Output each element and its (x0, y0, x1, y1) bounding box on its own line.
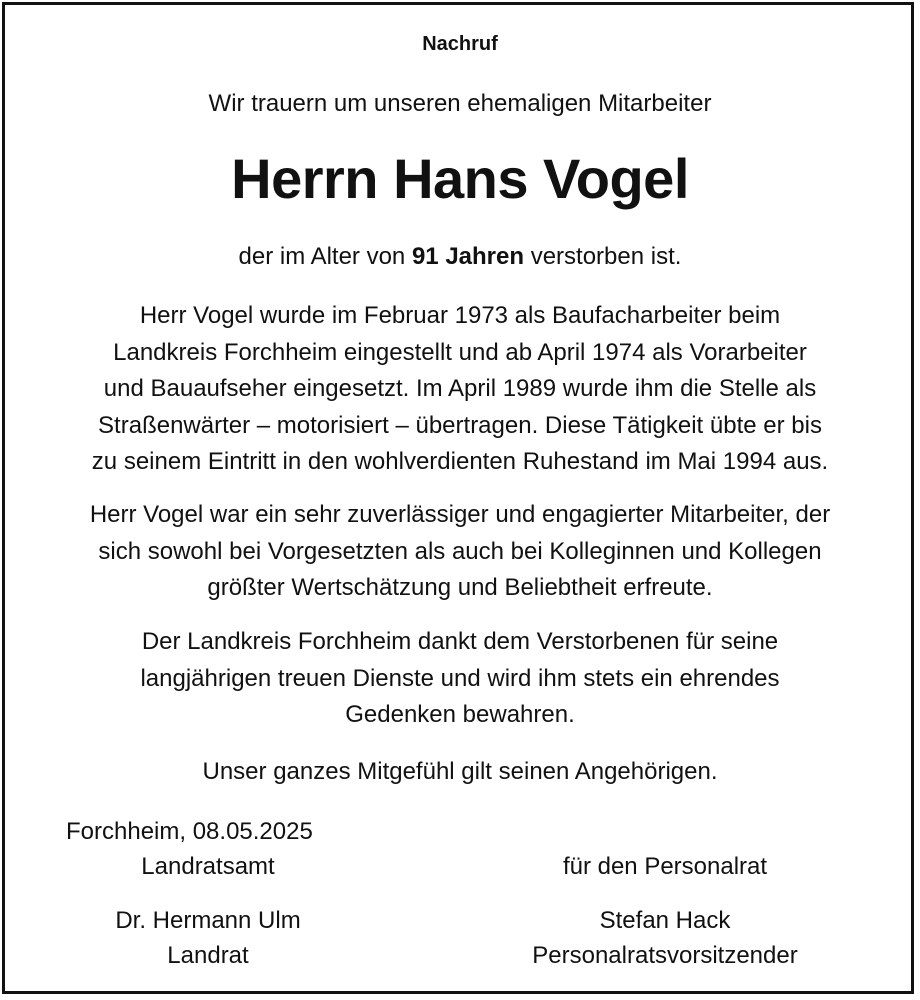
character-paragraph (0, 497, 920, 607)
place-date: Forchheim, 08.05.2025 (66, 818, 313, 845)
paragraph-line: Landkreis Forchheim eingestellt und ab April 1974 als Vorarbeiter (113, 338, 807, 366)
left-organization: Landratsamt (141, 853, 275, 880)
career-paragraph (0, 298, 920, 481)
right-signer-name: Stefan Hack (599, 907, 731, 934)
age-value: 91 Jahren (411, 243, 525, 270)
paragraph-line: Der Landkreis Forchheim dankt dem Verstorbenen für seine (141, 628, 779, 655)
age-prefix: der im Alter von (238, 243, 412, 270)
age-line (0, 241, 920, 273)
notice-heading: Nachruf (422, 33, 498, 55)
intro-line: Wir trauern um unseren ehemaligen Mitarbeiter (208, 90, 712, 117)
paragraph-line: langjährigen treuen Dienste und wird ihm stets ein ehrendes (140, 664, 780, 692)
right-organization: für den Personalrat (562, 853, 768, 880)
paragraph-line: sich sowohl bei Vorgesetzten als auch bei Kolleginnen und Kollegen (98, 537, 822, 565)
paragraph-line: größter Wertschätzung und Beliebtheit erfreute. (207, 574, 713, 601)
paragraph-line: und Bauaufseher eingesetzt. Im April 1989 wurde ihm die Stelle als (103, 375, 817, 402)
paragraph-line: Straßenwärter – motorisiert – übertragen. Diese Tätigkeit übte er bis (98, 411, 822, 439)
left-signer-name: Dr. Hermann Ulm (115, 907, 301, 934)
thanks-paragraph (0, 624, 920, 734)
paragraph-line: Herr Vogel war ein sehr zuverlässiger und engagierter Mitarbeiter, der (89, 501, 831, 528)
paragraph-line: Gedenken bewahren. (345, 701, 575, 728)
age-suffix: verstorben ist. (524, 243, 682, 270)
condolence-line: Unser ganzes Mitgefühl gilt seinen Angehörigen. (202, 758, 718, 785)
left-signer-title: Landrat (167, 942, 249, 969)
paragraph-line: zu seinem Eintritt in den wohlverdienten Ruhestand im Mai 1994 aus. (91, 448, 829, 475)
deceased-name: Herrn Hans Vogel (231, 147, 689, 210)
right-signer-title: Personalratsvorsitzender (532, 942, 798, 969)
paragraph-line: Herr Vogel wurde im Februar 1973 als Baufacharbeiter beim (139, 302, 781, 329)
